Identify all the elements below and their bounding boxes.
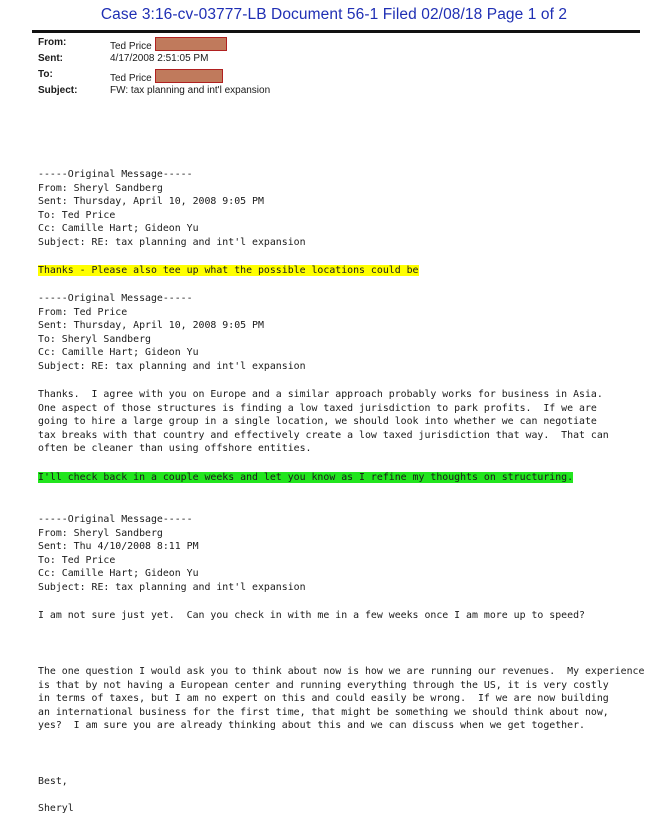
sent-label: Sent: [38, 53, 63, 64]
to-name: Ted Price [110, 73, 152, 84]
message-2-body [38, 388, 609, 456]
from-label: From: [38, 37, 67, 48]
msg-cc: Cc: Camille Hart; Gideon Yu [38, 568, 199, 580]
sent-value: 4/17/2008 2:51:05 PM [110, 53, 209, 64]
msg-to: To: Sheryl Sandberg [38, 333, 151, 345]
redaction-box [155, 37, 227, 51]
highlighted-reply: Thanks - Please also tee up what the possible locations could be [38, 265, 419, 276]
msg-sent: Sent: Thursday, April 10, 2008 9:05 PM [38, 320, 264, 332]
signature: Sheryl [38, 803, 74, 814]
message-2-header [38, 292, 306, 374]
msg-subject: Subject: RE: tax planning and int'l expansion [38, 581, 306, 593]
body-line: One aspect of those structures is finding a low taxed jurisdiction to park profits. If we are [38, 402, 597, 414]
separator: -----Original Message----- [38, 169, 193, 180]
subject-value: FW: tax planning and int'l expansion [110, 85, 271, 96]
msg-sent: Sent: Thu 4/10/2008 8:11 PM [38, 541, 199, 553]
from-name: Ted Price [110, 41, 152, 52]
body-line: often be cleaner than using offshore entities. [38, 443, 312, 455]
header-rule [32, 30, 640, 33]
msg-to: To: Ted Price [38, 554, 116, 566]
msg-from: From: Ted Price [38, 306, 128, 318]
body-line: yes? I am sure you are already thinking about this and we can discuss when we get together. [38, 720, 585, 732]
highlighted-sentence: I'll check back in a couple weeks and let you know as I refine my thoughts on structuring. [38, 472, 574, 483]
to-value [110, 69, 223, 84]
msg-subject: Subject: RE: tax planning and int'l expansion [38, 236, 306, 248]
msg-sent: Sent: Thursday, April 10, 2008 9:05 PM [38, 196, 264, 208]
msg-from: From: Sheryl Sandberg [38, 182, 163, 194]
msg-cc: Cc: Camille Hart; Gideon Yu [38, 347, 199, 359]
redaction-box [155, 69, 223, 83]
separator: -----Original Message----- [38, 293, 193, 304]
message-1-body [38, 264, 419, 278]
separator: -----Original Message----- [38, 514, 193, 525]
message-3-body-1: I am not sure just yet. Can you check in with me in a few weeks once I am more up to speed? [38, 610, 585, 621]
body-line: in terms of taxes, but I am no expert on this and could easily be wrong. If we are now building [38, 693, 609, 705]
closing: Best, [38, 776, 68, 787]
subject-label: Subject: [38, 85, 78, 96]
body-line: an international business for the first time, that might be something we should think about now, [38, 706, 609, 718]
from-value [110, 37, 227, 52]
msg-from: From: Sheryl Sandberg [38, 527, 163, 539]
message-1-header [38, 168, 306, 250]
court-filing-header: Case 3:16-cv-03777-LB Document 56-1 Filed 02/08/18 Page 1 of 2 [100, 6, 568, 23]
to-label: To: [38, 69, 53, 80]
msg-to: To: Ted Price [38, 209, 116, 221]
body-line: tax breaks with that country and effectively create a low taxed jurisdiction that way. That can [38, 429, 609, 441]
msg-subject: Subject: RE: tax planning and int'l expansion [38, 360, 306, 372]
body-line: is that by not having a European center and running everything through the US, it is very costly [38, 679, 609, 691]
msg-cc: Cc: Camille Hart; Gideon Yu [38, 223, 199, 235]
message-2-highlight [38, 471, 573, 485]
message-3-header [38, 513, 306, 595]
body-line: Thanks. I agree with you on Europe and a similar approach probably works for business in Asia. [38, 389, 603, 400]
body-line: going to hire a large group in a single location, we should look into whether we can negotiate [38, 416, 597, 428]
body-line: The one question I would ask you to think about now is how we are running our revenues. My experience [38, 666, 645, 677]
message-3-body-2 [38, 665, 644, 733]
